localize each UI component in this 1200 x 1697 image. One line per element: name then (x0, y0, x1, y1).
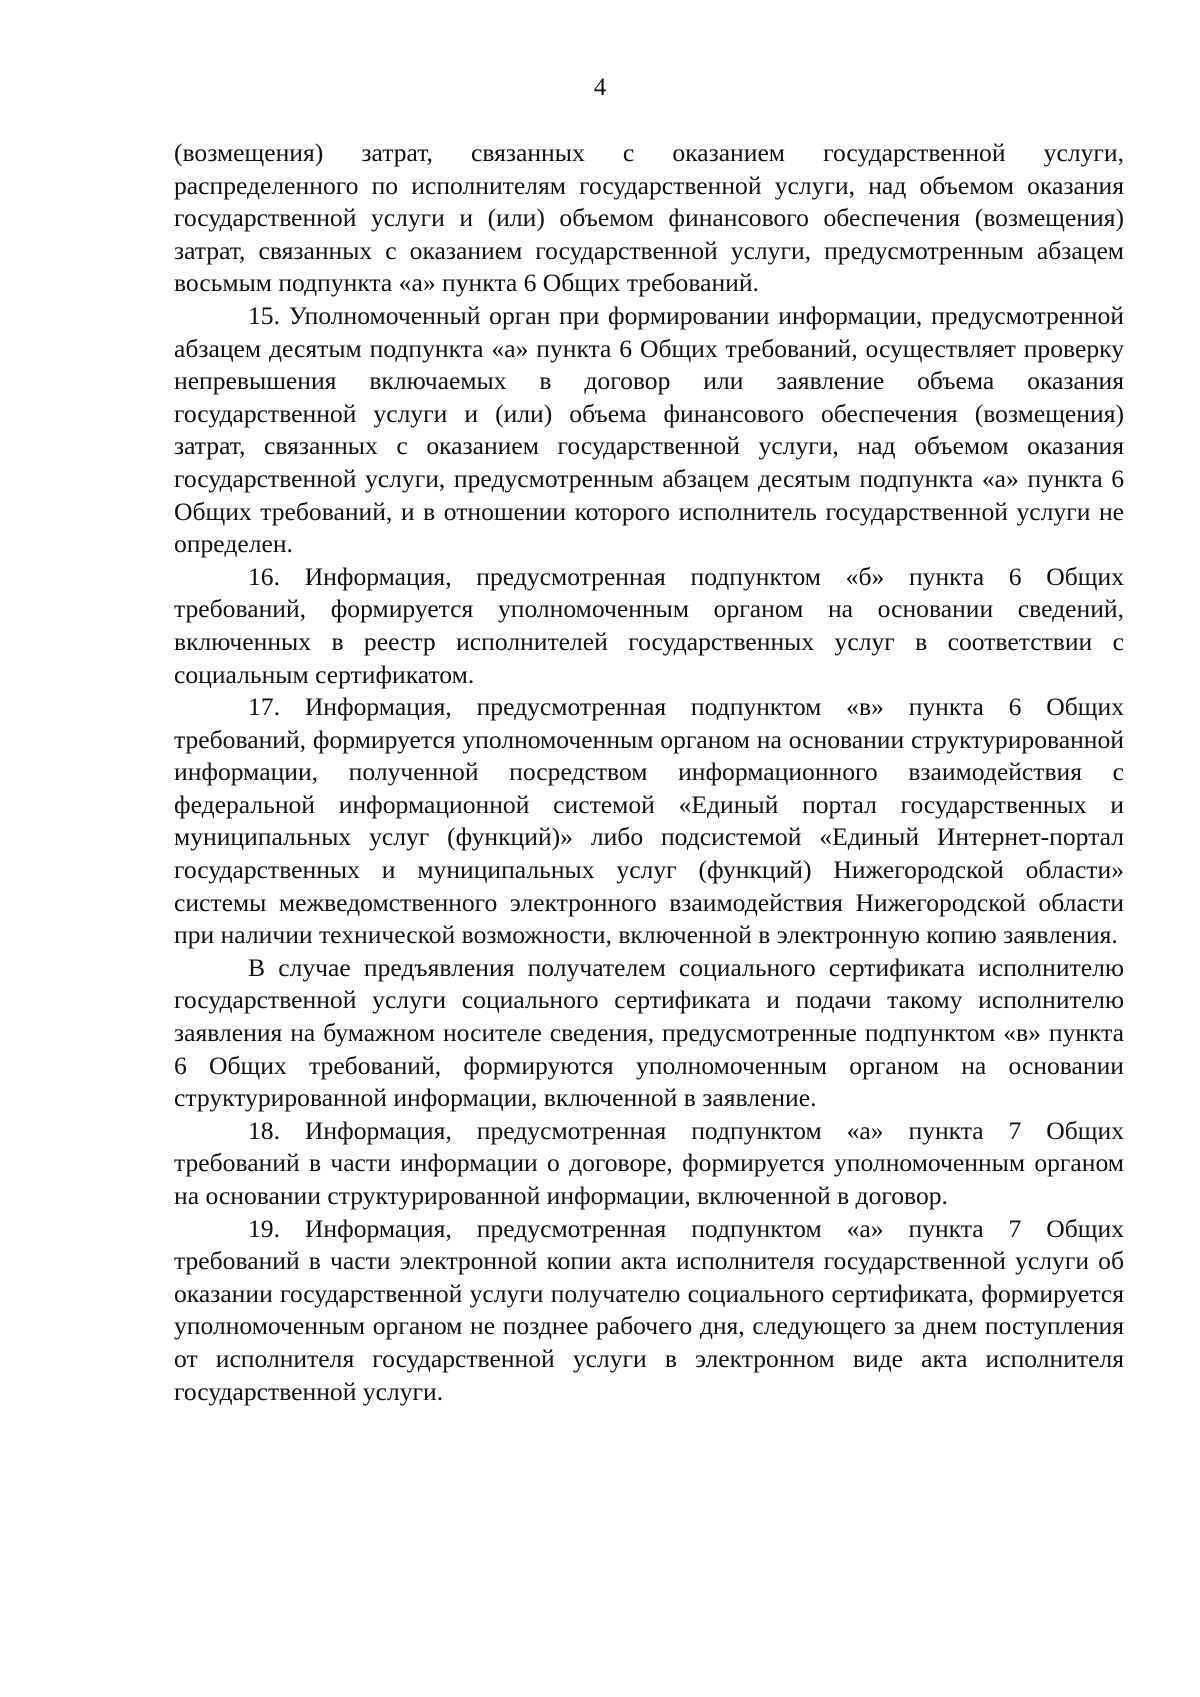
paragraph-item-18: 18. Информация, предусмотренная подпунктом «а» пункта 7 Общих требований в части информации о договоре, формируется уполномоченным органом на основании структурированной информации, включенной в договор. (174, 1115, 1124, 1210)
paragraph-continuation: (возмещения) затрат, связанных с оказанием государственной услуги, распределенного по исполнителям государственной услуги, над объемом оказания государственной услуги и (или) объемом финансового обеспечения (возмещения) затрат, связанных с оказанием государственной услуги, предусмотренным абзацем восьмым подпункта «а» пункта 6 Общих требований. (174, 138, 1124, 298)
document-body (174, 137, 1124, 1408)
page-number: 4 (593, 74, 607, 101)
paragraph-item-16: 16. Информация, предусмотренная подпунктом «б» пункта 6 Общих требований, формируется уполномоченным органом на основании сведений, включенных в реестр исполнителей государственных услуг в соответствии с социальным сертификатом. (174, 561, 1124, 689)
paragraph-item-19: 19. Информация, предусмотренная подпунктом «а» пункта 7 Общих требований в части электронной копии акта исполнителя государственной услуги об оказании государственной услуги получателю социального сертификата, формируется уполномоченным органом не позднее рабочего дня, следующего за днем поступления от исполнителя государственной услуги в электронном виде акта исполнителя государственной услуги. (174, 1213, 1124, 1406)
paragraph-item-17: 17. Информация, предусмотренная подпунктом «в» пункта 6 Общих требований, формируется уполномоченным органом на основании структурированной информации, полученной посредством информационного взаимодействия с федеральной информационной системой «Единый портал государственных и муниципальных услуг (функций)» либо подсистемой «Единый Интернет-портал государственных и муниципальных услуг (функций) Нижегородской области» системы межведомственного электронного взаимодействия Нижегородской области при наличии технической возможности, включенной в электронную копию заявления. (174, 692, 1124, 950)
paragraph-item-15: 15. Уполномоченный орган при формировании информации, предусмотренной абзацем десятым подпункта «а» пункта 6 Общих требований, осуществляет проверку непревышения включаемых в договор или заявление объема оказания государственной услуги и (или) объема финансового обеспечения (возмещения) затрат, связанных с оказанием государственной услуги, над объемом оказания государственной услуги, предусмотренным абзацем десятым подпункта «а» пункта 6 Общих требований, и в отношении которого исполнитель государственной услуги не определен. (174, 300, 1124, 559)
paragraph-item-17-case: В случае предъявления получателем социального сертификата исполнителю государственной услуги социального сертификата и подачи такому исполнителю заявления на бумажном носителе сведения, предусмотренные подпунктом «в» пункта 6 Общих требований, формируются уполномоченным органом на основании структурированной информации, включенной в заявление. (174, 952, 1124, 1113)
